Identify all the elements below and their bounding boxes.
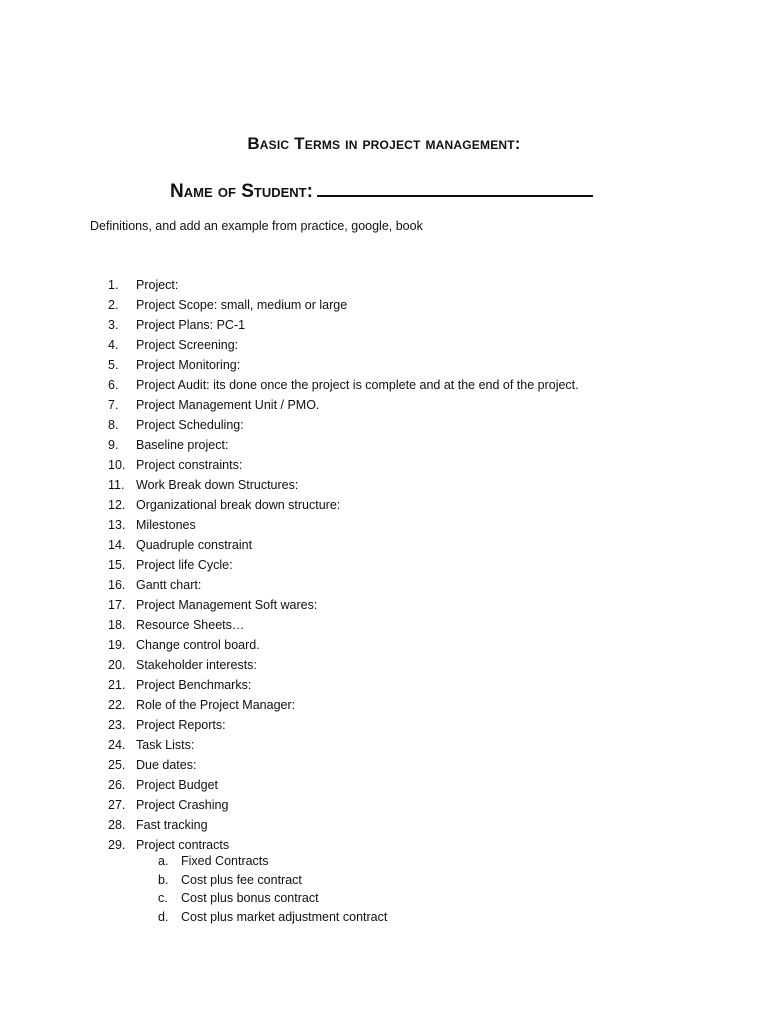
list-number: 9.	[108, 438, 119, 452]
list-number: 4.	[108, 338, 119, 352]
term-text: Project:	[136, 278, 179, 292]
list-number: 5.	[108, 358, 119, 372]
list-letter: a.	[158, 854, 169, 868]
term-text: Gantt chart:	[136, 578, 202, 592]
term-text: Cost plus fee contract	[181, 872, 302, 887]
term-text: Cost plus market adjustment contract	[181, 909, 388, 924]
list-number: 12.	[108, 498, 126, 512]
instructions-text: Definitions, and add an example from practice, google, book	[90, 219, 423, 233]
list-number: 29.	[108, 838, 126, 852]
list-number: 2.	[108, 298, 119, 312]
list-number: 3.	[108, 318, 119, 332]
term-text: Change control board.	[136, 638, 260, 652]
list-number: 8.	[108, 418, 119, 432]
list-number: 24.	[108, 738, 126, 752]
list-number: 11.	[108, 478, 125, 492]
list-letter: c.	[158, 891, 168, 905]
term-text: Cost plus bonus contract	[181, 891, 319, 905]
term-text: Quadruple constraint	[136, 538, 253, 552]
list-number: 1.	[108, 278, 119, 292]
term-text: Project life Cycle:	[136, 558, 233, 572]
term-text: Project constraints:	[136, 458, 243, 472]
list-number: 10.	[108, 458, 126, 472]
term-text: Project Plans: PC-1	[136, 318, 246, 332]
list-number: 17.	[108, 598, 126, 612]
term-text: Work Break down Structures:	[136, 478, 299, 492]
list-number: 19.	[108, 638, 126, 652]
term-text: Due dates:	[136, 758, 197, 772]
term-text: Organizational break down structure:	[136, 498, 341, 512]
list-number: 25.	[108, 758, 126, 772]
term-text: Project Audit: its done once the project is complete and at the end of the project.	[136, 378, 579, 392]
list-number: 7.	[108, 398, 119, 412]
student-name-blank	[317, 177, 593, 197]
list-number: 23.	[108, 718, 126, 732]
term-text: Project Monitoring:	[136, 358, 241, 372]
term-text: Fast tracking	[136, 818, 208, 832]
list-letter: d.	[158, 909, 169, 924]
term-text: Role of the Project Manager:	[136, 698, 296, 712]
list-number: 21.	[108, 678, 126, 692]
list-number: 22.	[108, 698, 126, 712]
list-number: 27.	[108, 798, 126, 812]
term-text: Resource Sheets…	[136, 618, 245, 632]
term-text: Project contracts	[136, 838, 230, 852]
list-number: 16.	[108, 578, 126, 592]
term-text: Project Budget	[136, 778, 218, 792]
term-text: Project Benchmarks:	[136, 678, 252, 692]
list-number: 26.	[108, 778, 126, 792]
list-number: 20.	[108, 658, 126, 672]
term-text: Project Management Soft wares:	[136, 598, 318, 612]
term-text: Baseline project:	[136, 438, 229, 452]
list-number: 13.	[108, 518, 126, 532]
student-name-label: Name of Student:	[170, 181, 313, 202]
term-text: Project Screening:	[136, 338, 239, 352]
term-text: Project Management Unit / PMO.	[136, 398, 320, 412]
document-title: Basic Terms in project management:	[247, 134, 521, 153]
term-text: Fixed Contracts	[181, 854, 269, 868]
term-text: Project Reports:	[136, 718, 226, 732]
list-number: 15.	[108, 558, 126, 572]
list-number: 18.	[108, 618, 126, 632]
term-text: Project Crashing	[136, 798, 229, 812]
student-name-line	[170, 177, 593, 203]
term-text: Milestones	[136, 518, 196, 532]
list-number: 6.	[108, 378, 119, 392]
list-letter: b.	[158, 872, 169, 887]
list-number: 14.	[108, 538, 126, 552]
list-number: 28.	[108, 818, 126, 832]
term-text: Project Scheduling:	[136, 418, 244, 432]
term-text: Stakeholder interests:	[136, 658, 257, 672]
term-text: Project Scope: small, medium or large	[136, 298, 348, 312]
term-text: Task Lists:	[136, 738, 195, 752]
